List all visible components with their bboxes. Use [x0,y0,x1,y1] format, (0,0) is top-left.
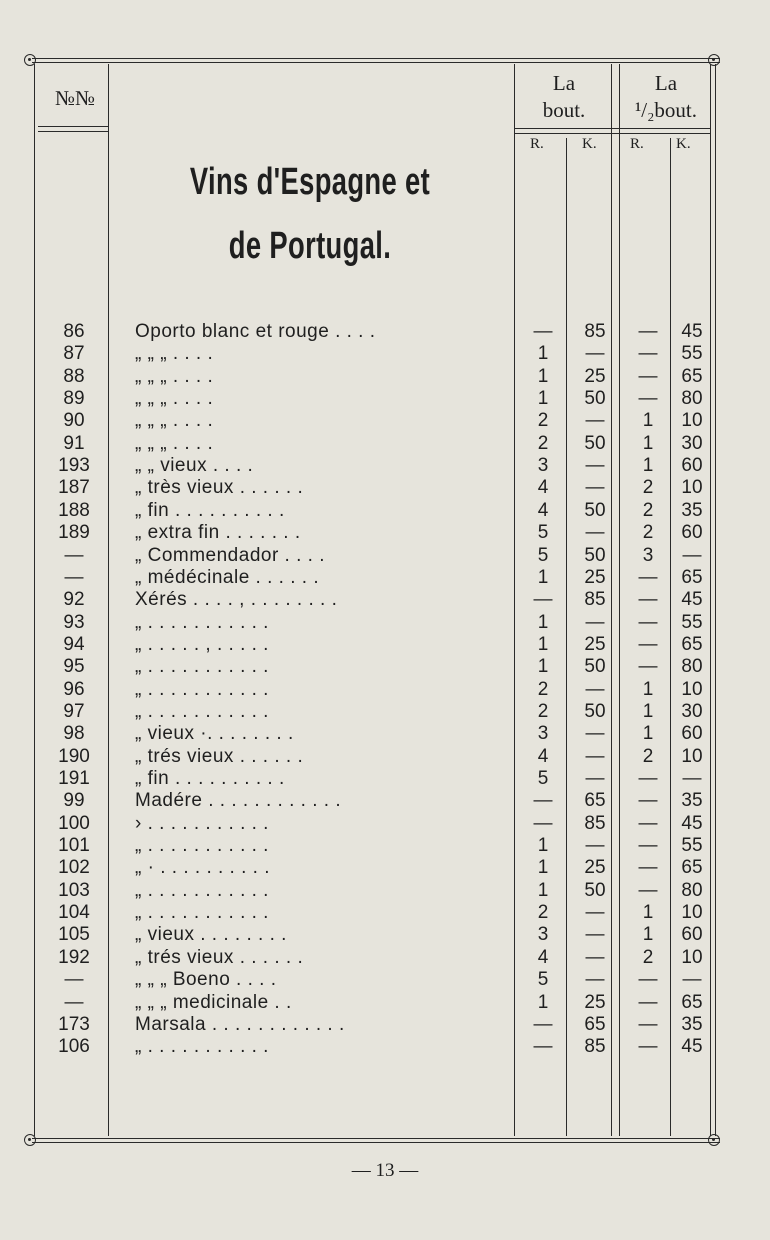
item-description: Marsala . . . . . . . . . . . . [135,1013,345,1035]
item-description: „ . . . . . . . . . . . [135,611,269,633]
half-bottle-roubles: 1 [642,700,654,722]
half-bottle-roubles: 2 [642,499,654,521]
item-description: „ médécinale . . . . . . [135,566,320,588]
table-row [0,790,770,812]
table-row [0,567,770,589]
half-bottle-roubles: 1 [642,723,654,745]
item-number: 98 [63,723,85,745]
half-bottle-roubles: 1 [642,678,654,700]
item-number: — [64,991,84,1013]
bottle-kopecks: 25 [584,991,606,1013]
bottle-kopecks: — [585,723,605,745]
item-number: 101 [58,835,90,857]
table-row [0,902,770,924]
item-description: „ . . . . . . . . . . . [135,902,269,924]
bottle-roubles: 1 [537,991,549,1013]
bottle-roubles: 2 [537,700,549,722]
number-column-header: №№ [54,86,96,110]
item-number: 173 [58,1013,90,1035]
bottle-kopecks: — [585,410,605,432]
bottle-roubles: — [533,1036,553,1058]
table-row [0,947,770,969]
half-bottle-roubles: — [638,321,658,342]
half-bottle-kopecks: 55 [681,343,703,365]
item-description: „ · . . . . . . . . . . [135,857,271,879]
bottle-kopecks: — [585,522,605,544]
item-number: 192 [58,946,90,968]
bottle-kopecks: 25 [584,566,606,588]
item-number: 105 [58,924,90,946]
bottle-header-line2: bout. [542,98,586,122]
item-number: 191 [58,768,90,789]
half-bottle-roubles: 1 [642,410,654,432]
half-bottle-kopecks: 80 [681,879,703,901]
bottle-roubles: 5 [537,768,549,789]
half-bottle-roubles: 2 [642,522,654,544]
table-row [0,366,770,388]
bottle-roubles: 4 [537,499,549,521]
table-row [0,634,770,656]
header-rule [38,131,108,132]
table-row [0,1036,770,1058]
item-number: 189 [58,522,90,544]
half-bottle-roubles: — [638,388,658,410]
bottle-kopecks: 85 [584,812,606,834]
half-bottle-roubles: — [638,365,658,387]
table-row [0,410,770,432]
item-description: „ „ „ . . . . [135,388,214,410]
half-bottle-roubles: — [638,656,658,678]
half-header-line2: ¹/₂bout. [634,98,698,122]
item-description: „ . . . . . . . . . . . [135,835,269,857]
item-description: „ „ vieux . . . . [135,455,254,477]
bottle-header-line1: La [552,71,576,95]
item-description: „ . . . . . , . . . . . [135,633,269,655]
half-bottle-roubles: — [638,611,658,633]
item-number: 88 [63,365,85,387]
item-number: 190 [58,745,90,767]
bottle-kopecks: 50 [584,879,606,901]
bottle-kopecks: — [585,946,605,968]
bottle-kopecks: 85 [584,321,606,342]
half-bottle-kopecks: — [682,768,702,789]
bottle-kopecks: — [585,678,605,700]
bottle-roubles: — [533,1013,553,1035]
item-description: „ . . . . . . . . . . . [135,656,269,678]
bottle-kopecks: 50 [584,499,606,521]
bottle-roubles: 5 [537,522,549,544]
item-number: — [64,969,84,991]
bottle-column-header [516,70,612,124]
half-bottle-roubles: — [638,879,658,901]
half-bottle-kopecks: 30 [681,700,703,722]
table-row [0,813,770,835]
half-bottle-kopecks: 65 [681,991,703,1013]
bottle-roubles: 1 [537,879,549,901]
bottle-roubles: 3 [537,455,549,477]
half-bottle-roubles: — [638,969,658,991]
header-rule [38,126,108,127]
bottle-roubles: 1 [537,343,549,365]
bottle-kopecks: — [585,611,605,633]
section-title [180,150,439,278]
half-bottle-kopecks: 35 [681,790,703,812]
bottle-roubles: 4 [537,477,549,499]
item-number: 187 [58,477,90,499]
half-header-line1: La [654,71,678,95]
bottle-roubles: 2 [537,902,549,924]
half-bottle-roubles: — [638,343,658,365]
bottle-roubles: 1 [537,857,549,879]
half-bottle-kopecks: 60 [681,924,703,946]
item-number: 86 [63,321,85,342]
half-bottle-roubles: — [638,1013,658,1035]
table-row [0,388,770,410]
half-bottle-roubles: — [638,991,658,1013]
item-description: „ extra fin . . . . . . . [135,522,301,544]
half-bottle-kopecks: 45 [681,321,703,342]
item-description: „ „ „ . . . . [135,432,214,454]
bottle-roubles: 1 [537,388,549,410]
bottle-roubles: — [533,321,553,342]
table-row [0,835,770,857]
roubles-header: R. [530,136,544,152]
half-bottle-roubles: — [638,835,658,857]
half-bottle-kopecks: 80 [681,388,703,410]
table-row [0,656,770,678]
bottle-kopecks: — [585,924,605,946]
bottle-kopecks: — [585,477,605,499]
half-bottle-kopecks: 35 [681,499,703,521]
item-description: „ „ „ medicinale . . [135,991,292,1013]
item-number: 90 [63,410,85,432]
table-row [0,455,770,477]
half-bottle-kopecks: 65 [681,365,703,387]
item-number: — [64,566,84,588]
roubles-header: R. [630,136,644,152]
bottle-kopecks: 65 [584,1013,606,1035]
item-number: 95 [63,656,85,678]
half-bottle-roubles: 2 [642,946,654,968]
half-bottle-kopecks: 60 [681,723,703,745]
item-number: 96 [63,678,85,700]
item-description: „ „ „ . . . . [135,343,214,365]
table-row [0,589,770,611]
item-number: 106 [58,1036,90,1058]
item-description: › . . . . . . . . . . . [135,812,269,834]
table-row [0,522,770,544]
half-bottle-kopecks: 10 [681,678,703,700]
item-description: Madére . . . . . . . . . . . . [135,790,342,812]
table-row [0,343,770,365]
half-bottle-kopecks: 60 [681,522,703,544]
half-bottle-kopecks: 55 [681,611,703,633]
bottle-kopecks: 25 [584,633,606,655]
bottle-kopecks: 85 [584,589,606,611]
item-number: 100 [58,812,90,834]
item-description: Xérés . . . . , . . . . . . . . [135,589,338,611]
half-bottle-roubles: — [638,589,658,611]
half-bottle-kopecks: 10 [681,410,703,432]
bottle-kopecks: 50 [584,388,606,410]
half-bottle-roubles: — [638,768,658,789]
bottle-roubles: 5 [537,544,549,566]
half-bottle-roubles: 2 [642,477,654,499]
bottle-kopecks: 25 [584,857,606,879]
bottle-roubles: 3 [537,723,549,745]
half-bottle-kopecks: 55 [681,835,703,857]
bottle-roubles: 2 [537,432,549,454]
table-row [0,768,770,790]
item-number: 97 [63,700,85,722]
bottle-roubles: 1 [537,656,549,678]
half-bottle-roubles: — [638,857,658,879]
bottle-roubles: — [533,812,553,834]
half-bottle-roubles: 1 [642,902,654,924]
item-number: 99 [63,790,85,812]
header-rule [514,133,710,134]
half-bottle-roubles: — [638,790,658,812]
item-description: „ . . . . . . . . . . . [135,1036,269,1058]
half-bottle-kopecks: 35 [681,1013,703,1035]
half-bottle-kopecks: 30 [681,432,703,454]
bottle-kopecks: 50 [584,656,606,678]
item-description: „ „ „ . . . . [135,410,214,432]
item-number: — [64,544,84,566]
half-bottle-kopecks: 80 [681,656,703,678]
item-description: „ . . . . . . . . . . . [135,879,269,901]
bottom-double-rule [32,1138,720,1143]
item-number: 94 [63,633,85,655]
table-row [0,857,770,879]
bottle-roubles: 5 [537,969,549,991]
bottle-kopecks: — [585,343,605,365]
bottle-roubles: 4 [537,946,549,968]
item-description: „ trés vieux . . . . . . [135,946,304,968]
bottle-roubles: 2 [537,410,549,432]
bottle-roubles: 1 [537,633,549,655]
bottle-kopecks: — [585,745,605,767]
item-number: 93 [63,611,85,633]
table-row [0,500,770,522]
bottle-roubles: 1 [537,566,549,588]
half-bottle-roubles: 3 [642,544,654,566]
item-description: „ trés vieux . . . . . . [135,745,304,767]
table-row [0,924,770,946]
table-row [0,545,770,567]
bottle-roubles: 1 [537,835,549,857]
item-number: 87 [63,343,85,365]
bottle-kopecks: — [585,902,605,924]
item-description: „ „ „ Boeno . . . . [135,969,277,991]
item-number: 102 [58,857,90,879]
item-number: 89 [63,388,85,410]
bottle-kopecks: 50 [584,544,606,566]
bottle-roubles: 1 [537,365,549,387]
bottle-roubles: 3 [537,924,549,946]
bottle-kopecks: 85 [584,1036,606,1058]
half-bottle-kopecks: 65 [681,633,703,655]
half-bottle-kopecks: — [682,969,702,991]
half-bottle-kopecks: 10 [681,477,703,499]
table-row [0,433,770,455]
kopecks-header: K. [582,136,597,152]
item-number: 103 [58,879,90,901]
header-rule [514,128,710,129]
bottle-kopecks: — [585,835,605,857]
item-description: „ Commendador . . . . [135,544,326,566]
half-bottle-kopecks: 45 [681,812,703,834]
kopecks-header: K. [676,136,691,152]
half-bottle-kopecks: 45 [681,589,703,611]
half-bottle-kopecks: 10 [681,946,703,968]
bottle-kopecks: 65 [584,790,606,812]
table-row [0,477,770,499]
table-row [0,992,770,1014]
half-bottle-roubles: — [638,812,658,834]
half-bottle-roubles: — [638,1036,658,1058]
table-row [0,969,770,991]
item-number: 104 [58,902,90,924]
half-bottle-roubles: 1 [642,924,654,946]
item-description: „ . . . . . . . . . . . [135,700,269,722]
bottle-kopecks: — [585,768,605,789]
bottle-roubles: 2 [537,678,549,700]
half-bottle-roubles: 1 [642,432,654,454]
bottle-kopecks: 50 [584,700,606,722]
half-bottle-kopecks: 10 [681,745,703,767]
bottle-kopecks: 50 [584,432,606,454]
table-row [0,679,770,701]
top-double-rule [32,58,720,63]
item-number: 91 [63,432,85,454]
half-bottle-kopecks: — [682,544,702,566]
item-description: „ . . . . . . . . . . . [135,678,269,700]
item-number: 193 [58,455,90,477]
item-description: „ fin . . . . . . . . . . [135,768,285,789]
half-bottle-roubles: — [638,566,658,588]
bottle-roubles: — [533,589,553,611]
table-row [0,701,770,723]
bottle-kopecks: — [585,455,605,477]
table-row [0,746,770,768]
title-line-2: de Portugal. [228,225,392,267]
table-row [0,612,770,634]
table-row [0,880,770,902]
bottle-roubles: — [533,790,553,812]
half-bottle-roubles: — [638,633,658,655]
title-line-1: Vins d'Espagne et [189,161,431,203]
bottle-kopecks: — [585,969,605,991]
half-bottle-kopecks: 65 [681,857,703,879]
bottle-roubles: 1 [537,611,549,633]
half-bottle-column-header [620,70,712,124]
item-description: „ vieux ·. . . . . . . . [135,723,294,745]
table-row [0,321,770,343]
item-description: „ très vieux . . . . . . [135,477,304,499]
item-number: 92 [63,589,85,611]
table-row [0,1014,770,1036]
item-description: „ „ „ . . . . [135,365,214,387]
half-bottle-roubles: 2 [642,745,654,767]
table-row [0,723,770,745]
half-bottle-kopecks: 60 [681,455,703,477]
half-bottle-kopecks: 65 [681,566,703,588]
bottle-roubles: 4 [537,745,549,767]
item-number: 188 [58,499,90,521]
half-bottle-kopecks: 45 [681,1036,703,1058]
half-bottle-roubles: 1 [642,455,654,477]
item-description: Oporto blanc et rouge . . . . [135,321,376,342]
half-bottle-kopecks: 10 [681,902,703,924]
page-number: — 13 — [351,1160,419,1181]
item-description: „ fin . . . . . . . . . . [135,499,285,521]
item-description: „ vieux . . . . . . . . [135,924,287,946]
bottle-kopecks: 25 [584,365,606,387]
